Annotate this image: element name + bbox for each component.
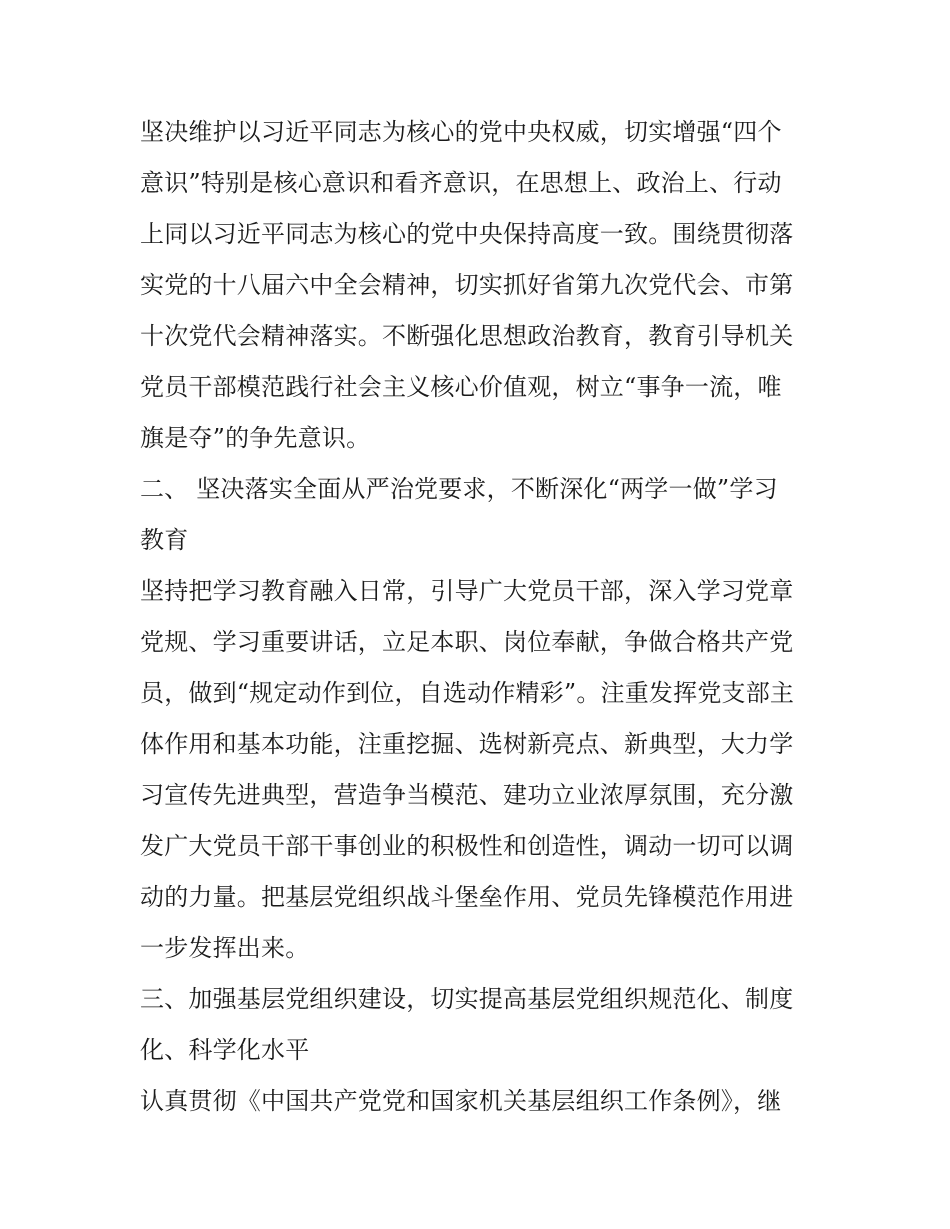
text-line-7: 旗是夺”的争先意识。 bbox=[140, 424, 371, 452]
text-line-10: 坚持把学习教育融入日常，引导广大党员干部，深入学习党章 bbox=[140, 577, 794, 605]
section-heading-2-cont: 教育 bbox=[140, 526, 189, 554]
text-line-6: 党员干部模范践行社会主义核心价值观，树立“事争一流，唯 bbox=[140, 373, 782, 401]
text-line-20: 认真贯彻《中国共产党党和国家机关基层组织工作条例》，继 bbox=[140, 1087, 782, 1115]
text-line-13: 体作用和基本功能，注重挖掘、选树新亮点、新典型，大力学 bbox=[140, 730, 794, 758]
text-line-5: 十次党代会精神落实。不断强化思想政治教育，教育引导机关 bbox=[140, 322, 794, 350]
section-heading-3-cont: 化、科学化水平 bbox=[140, 1036, 310, 1064]
text-line-17: 一步发挥出来。 bbox=[140, 934, 310, 962]
text-line-1: 坚决维护以习近平同志为核心的党中央权威，切实增强“四个 bbox=[140, 118, 782, 146]
text-line-3: 上同以习近平同志为核心的党中央保持高度一致。围绕贯彻落 bbox=[140, 220, 794, 248]
text-line-2: 意识”特别是核心意识和看齐意识，在思想上、政治上、行动 bbox=[140, 169, 782, 197]
text-line-15: 发广大党员干部干事创业的积极性和创造性，调动一切可以调 bbox=[140, 832, 794, 860]
document-body bbox=[140, 107, 820, 1127]
section-heading-2: 二、 坚决落实全面从严治党要求，不断深化“两学一做”学习 bbox=[140, 475, 778, 503]
text-line-4: 实党的十八届六中全会精神，切实抓好省第九次党代会、市第 bbox=[140, 271, 794, 299]
text-line-11: 党规、学习重要讲话，立足本职、岗位奉献，争做合格共产党 bbox=[140, 628, 794, 656]
section-heading-3: 三、加强基层党组织建设，切实提高基层党组织规范化、制度 bbox=[140, 985, 794, 1013]
text-line-16: 动的力量。把基层党组织战斗堡垒作用、党员先锋模范作用进 bbox=[140, 883, 794, 911]
text-line-12: 员，做到“规定动作到位，自选动作精彩”。注重发挥党支部主 bbox=[140, 679, 795, 707]
text-line-14: 习宣传先进典型，营造争当模范、建功立业浓厚氛围，充分激 bbox=[140, 781, 794, 809]
